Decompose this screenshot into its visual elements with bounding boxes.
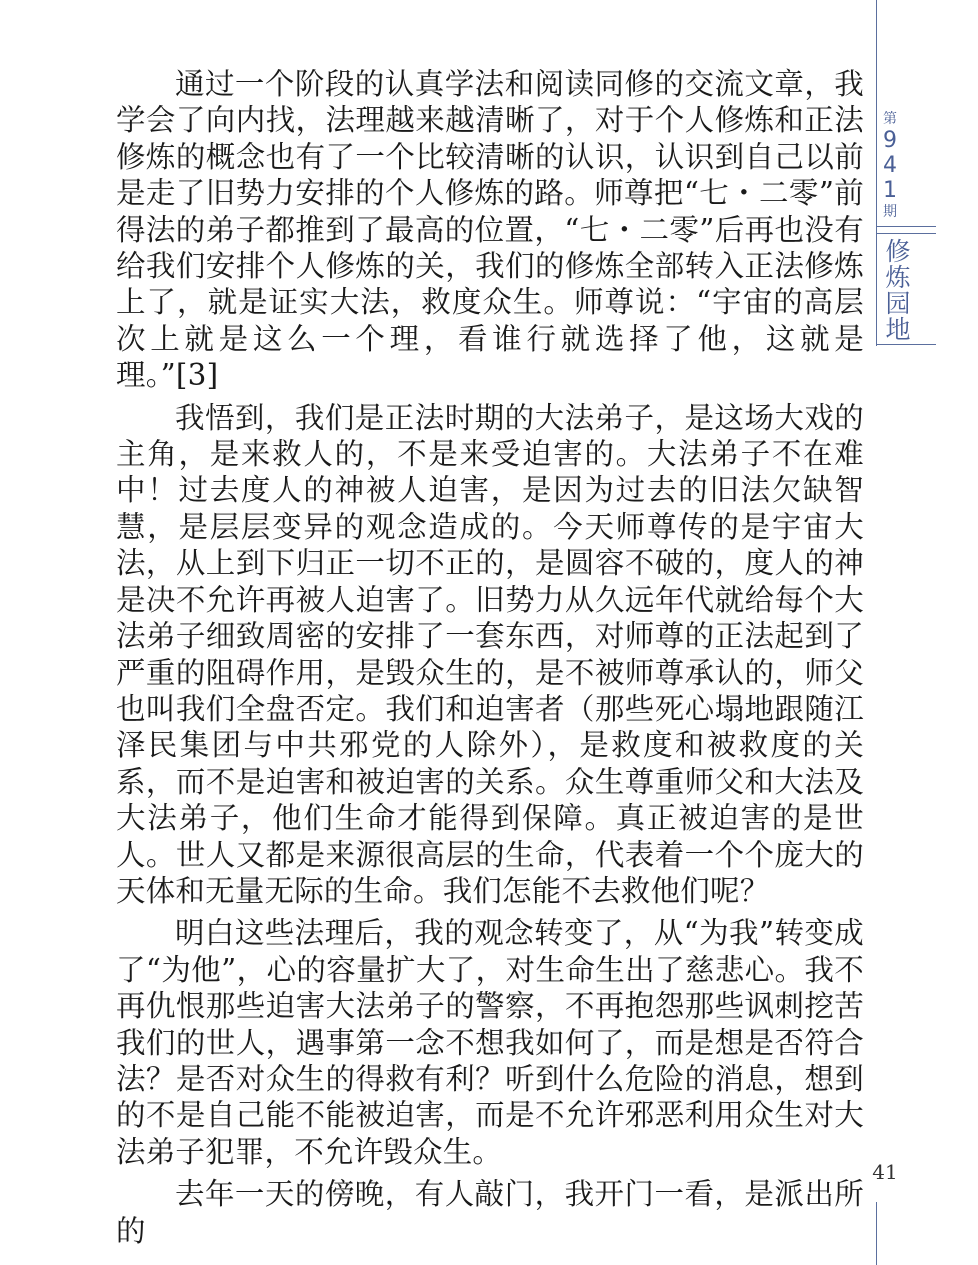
paragraph-2: 我悟到，我们是正法时期的大法弟子，是这场大戏的主角，是来救人的，不是来受迫害的。大法弟子不在难中！过去度人的神被人迫害，是因为过去的旧法欠缺智慧，是层层变异的观念造成的。今天师尊传的是宇宙大法，从上到下归正一切不正的，是圆容不破的，度人的神是决不允许再被人迫害了。旧势力从久远年代就给每个大法弟子细致周密的安排了一套东西，对师尊的正法起到了严重的阻碍作用，是毁众生的，是不被师尊承认的，师父也叫我们全盘否定。我们和迫害者（那些死心塌地跟随江泽民集团与中共邪党的人除外），是救度和被救度的关系，而不是迫害和被迫害的关系。众生尊重师父和大法及大法弟子，他们生命才能得到保障。真正被迫害的是世人。世人又都是来源很高层的生命，代表着一个个庞大的天体和无量无际的生命。我们怎能不去救他们呢？ bbox=[116, 400, 864, 908]
issue-number bbox=[880, 110, 900, 221]
section-bottom-rule bbox=[876, 344, 936, 345]
paragraph-3: 明白这些法理后，我的观念转变了，从“为我”转变成了“为他”，心的容量扩大了，对生命生出了慈悲心。我不再仇恨那些迫害大法弟子的警察，不再抱怨那些讽刺挖苦我们的世人，遇事第一念不想我如何了，而是想是否符合法？是否对众生的得救有利？听到什么危险的消息，想到的不是自己能不能被迫害，而是不允许邪恶利用众生对大法弟子犯罪，不允许毁众生。 bbox=[116, 916, 864, 1169]
section-title: 修炼园地 bbox=[882, 238, 911, 342]
issue-digit: 1 bbox=[883, 178, 897, 203]
section-top-rule bbox=[876, 226, 936, 234]
footer-divider bbox=[876, 1202, 877, 1265]
article-body bbox=[116, 66, 864, 1249]
page-number: 41 bbox=[872, 1160, 898, 1184]
issue-prefix: 第 bbox=[883, 111, 897, 127]
issue-digit: 4 bbox=[883, 153, 897, 178]
paragraph-1: 通过一个阶段的认真学法和阅读同修的交流文章，我学会了向内找，法理越来越清晰了，对于个人修炼和正法修炼的概念也有了一个比较清晰的认识，认识到自己以前是走了旧势力安排的个人修炼的路。师尊把“七・二零”前得法的弟子都推到了最高的位置，“七・二零”后再也没有给我们安排个人修炼的关，我们的修炼全部转入正法修炼上了，就是证实大法，救度众生。师尊说：“宇宙的高层次上就是这么一个理，看谁行就选择了他，这就是理。”[3] bbox=[116, 67, 864, 393]
sidebar-divider bbox=[876, 0, 877, 346]
issue-digit: 9 bbox=[883, 128, 897, 153]
issue-suffix: 期 bbox=[883, 204, 897, 220]
paragraph-4: 去年一天的傍晚，有人敲门，我开门一看，是派出所的 bbox=[116, 1177, 864, 1248]
